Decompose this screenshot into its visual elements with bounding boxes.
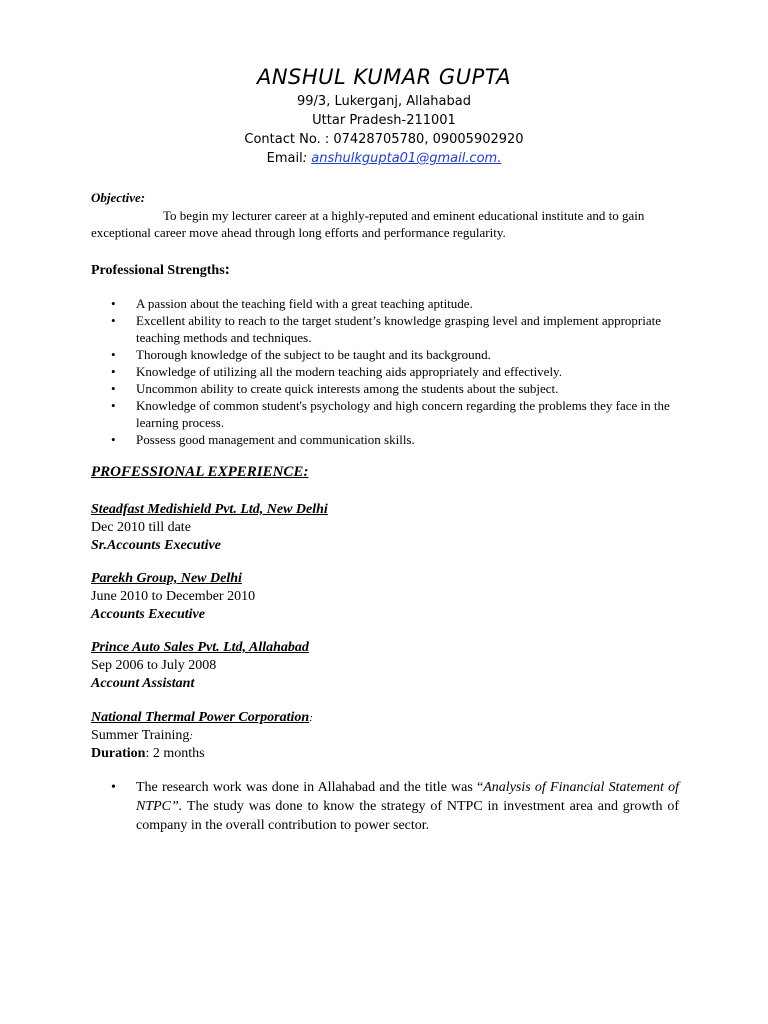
bullet-icon: •: [111, 296, 116, 311]
research-text-after: The study was done to know the strategy of NTPC in investment area and growth of company in the overall contribution to power sector.: [136, 799, 679, 833]
list-item: [91, 431, 691, 448]
experience-title: [91, 464, 308, 481]
experience-title-text: PROFESSIONAL EXPERIENCE: [91, 464, 304, 480]
strengths-title-colon: :: [224, 261, 230, 278]
list-item: [91, 363, 691, 380]
duration-line: [91, 745, 691, 763]
email-line: [0, 149, 768, 168]
list-item-text: Thorough knowledge of the subject to be taught and its background.: [136, 347, 491, 362]
email-label: Email: [266, 151, 303, 166]
job-dates: Sep 2006 to July 2008: [91, 658, 217, 673]
list-item: [91, 295, 691, 312]
job-entry: [91, 501, 691, 555]
training-mark: :: [189, 730, 194, 742]
address-line-2: Uttar Pradesh-211001: [312, 113, 456, 128]
contact-numbers: Contact No. : 07428705780, 09005902920: [244, 132, 524, 147]
bullet-icon: •: [111, 780, 116, 795]
job-company: Prince Auto Sales Pvt. Ltd, Allahabad: [91, 640, 309, 655]
training-label: Summer Training: [91, 728, 190, 743]
job-entry: [91, 570, 691, 624]
bullet-icon: •: [111, 347, 116, 362]
research-item: [111, 778, 679, 835]
objective-text: [91, 207, 691, 241]
list-item-text: A passion about the teaching field with a great teaching aptitude.: [136, 296, 473, 311]
list-item-text: Possess good management and communication skills.: [136, 432, 415, 447]
list-item-text: Uncommon ability to create quick interests among the students about the subject.: [136, 381, 559, 396]
training-line: [91, 727, 691, 745]
address-line-1: 99/3, Lukerganj, Allahabad: [297, 94, 471, 109]
list-item: [91, 312, 691, 346]
research-title: Analysis of Financial Statement of NTPC”.: [136, 780, 679, 814]
strengths-title-text: Professional Strengths: [91, 263, 225, 278]
training-company: [91, 709, 691, 727]
job-entry: [91, 639, 691, 693]
list-item-text: Excellent ability to reach to the target student’s knowledge grasping level and implement appropriate teaching methods and techniques.: [136, 313, 662, 345]
bullet-icon: •: [111, 432, 116, 447]
email-link[interactable]: anshulkgupta01@gmail.com.: [311, 151, 502, 166]
training-company-text: National Thermal Power Corporation: [91, 710, 310, 725]
objective-body: To begin my lecturer career at a highly-reputed and eminent educational institute and to gain exceptional career move ahead through long efforts and performance regularity.: [91, 208, 645, 240]
training-company-mark: :: [309, 712, 313, 724]
strengths-title: [91, 261, 230, 279]
list-item: [91, 397, 691, 431]
job-dates: June 2010 to December 2010: [91, 589, 256, 604]
list-item: [91, 380, 691, 397]
bullet-icon: •: [111, 381, 116, 396]
research-text: [136, 778, 679, 835]
job-role: Account Assistant: [91, 676, 195, 691]
list-item-text: Knowledge of utilizing all the modern teaching aids appropriately and effectively.: [136, 364, 562, 379]
job-role: Accounts Executive: [91, 607, 205, 622]
duration-value: : 2 months: [145, 746, 205, 761]
research-text-before: The research work was done in Allahabad and the title was “: [136, 780, 484, 795]
resume-header: [0, 62, 768, 168]
candidate-name: ANSHUL KUMAR GUPTA: [256, 65, 512, 89]
objective-title: Objective:: [91, 190, 146, 205]
training-entry: [91, 709, 691, 763]
bullet-icon: •: [111, 364, 116, 379]
job-dates: Dec 2010 till date: [91, 520, 191, 535]
job-role: Sr.Accounts Executive: [91, 538, 221, 553]
email-colon: :: [302, 151, 308, 166]
duration-label: Duration: [91, 746, 146, 761]
bullet-icon: •: [111, 313, 116, 328]
list-item-text: Knowledge of common student's psychology and high concern regarding the problems they face in the learning process.: [136, 398, 670, 430]
bullet-icon: •: [111, 398, 116, 413]
list-item: [91, 346, 691, 363]
experience-title-colon: :: [303, 464, 309, 480]
job-company: Parekh Group, New Delhi: [91, 571, 242, 586]
job-company: Steadfast Medishield Pvt. Ltd, New Delhi: [91, 502, 328, 517]
strengths-list: [91, 295, 691, 448]
